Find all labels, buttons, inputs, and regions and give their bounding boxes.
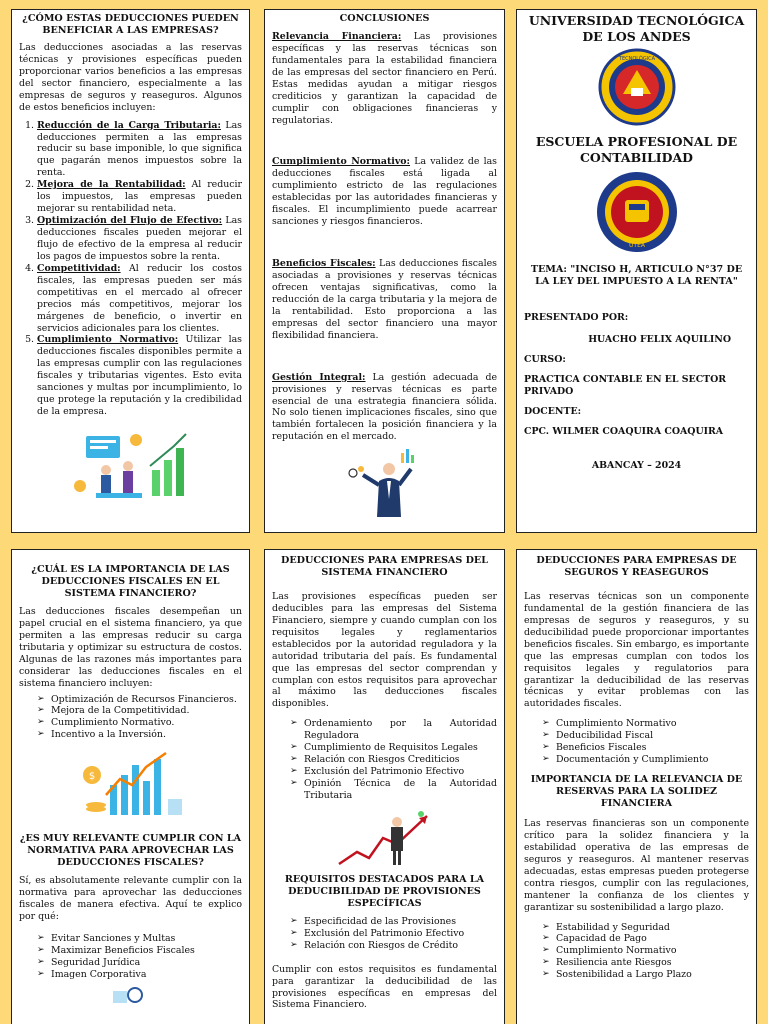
requirements-list — [272, 718, 497, 802]
list-item: 4. Competitividad: Al reducir los costos fiscales, las empresas pueden ser más competitivas en el mercado al ofrecer precios más competitivos, mejorar los márgenes de beneficio, o invertir en servicios adicionales para los clientes. — [37, 263, 242, 335]
section-text: Cumplir con estos requisitos es fundamental para garantizar la deducibilidad de las provisiones específicas en empresas del Sistema Financiero. — [272, 963, 497, 1011]
list-item: ➢ Cumplimiento Normativo — [542, 945, 749, 957]
compliance-list — [19, 933, 242, 981]
school-name: ESCUELA PROFESIONAL DE CONTABILIDAD — [535, 133, 738, 165]
businessman-illustration — [345, 447, 425, 519]
list-item: ➢ Estabilidad y Seguridad — [542, 922, 749, 934]
conclusion-cumplimiento: Cumplimiento Normativo: La validez de las deducciones fiscales está ligada al cumplimiento estricto de las regulaciones establecidas por las autoridades financieras y fiscales. El incumplimiento puede acarrear sanciones y riesgos financieros. — [272, 156, 497, 228]
teacher-label: DOCENTE: — [524, 405, 582, 417]
list-item: ➢ Sostenibilidad a Largo Plazo — [542, 969, 749, 981]
presented-label: PRESENTADO POR: — [524, 311, 629, 323]
section-title: DEDUCCIONES PARA EMPRESAS DEL SISTEMA FINANCIERO — [281, 555, 488, 578]
section-title: ¿CUÁL ES LA IMPORTANCIA DE LAS DEDUCCIONES FISCALES EN EL SISTEMA FINANCIERO? — [31, 564, 230, 599]
conclusion-gestion: Gestión Integral: La gestión adecuada de provisiones y reservas técnicas es parte esencial de una estrategia financiera sólida. No solo tienen implicaciones fiscales, sino que también fortalecen la posición financiera y la reputación en el mercado. — [272, 371, 498, 443]
list-item: ➢ Capacidad de Pago — [542, 933, 749, 945]
list-item: ➢ Especificidad de las Provisiones — [290, 916, 497, 928]
list-item: 5. Cumplimiento Normativo: Utilizar las deducciones fiscales disponibles permite a las empresas cumplir con las regulaciones fiscales y tributarias vigentes. Esto evita sanciones y multas por incumplimiento, lo que protege la reputación y la credibilidad de la empresa. — [37, 334, 242, 418]
list-item: ➢ Beneficios Fiscales — [542, 742, 749, 754]
panel-beneficios — [11, 9, 250, 533]
list-item: ➢ Resiliencia ante Riesgos — [542, 957, 749, 969]
panel-portada — [516, 9, 757, 533]
list-item: ➢ Relación con Riesgos Crediticios — [290, 754, 497, 766]
section-text: Las deducciones fiscales desempeñan un papel crucial en el sistema financiero, ya que permiten a las empresas reducir su carga tributaria y optimizar su estructura de costos. Algunas de las razones más importantes para considerar las deducciones fiscales en el sistema financiero incluyen: — [19, 605, 242, 689]
conclusion-beneficios: Beneficios Fiscales: Las deducciones fiscales asociadas a provisiones y reservas técnicas ofrecen ventajas significativas, como la reducción de la carga tributaria y la mejora de la rentabilidad. Esto proporciona a las empresas del sector financiero una mayor flexibilidad financiera. — [272, 258, 497, 341]
finance-chart-illustration — [76, 745, 186, 825]
section-text: Las reservas técnicas son un componente fundamental de la gestión financiera de las empresas de seguros y reaseguros, y su deducibilidad puede proporcionar importantes beneficios fiscales. Sin embargo, es importante que las empresas cumplan con todos los requisitos legales y regulatorios para garantizar la deducibilidad de las reservas técnicas y evitar problemas con las autoridades fiscales. — [524, 590, 749, 710]
teacher-name: CPC. WILMER COAQUIRA COAQUIRA — [524, 425, 724, 437]
section-title: DEDUCCIONES PARA EMPRESAS DE SEGUROS Y REASEGUROS — [536, 555, 737, 578]
place-date: ABANCAY – 2024 — [591, 459, 682, 471]
university-seal — [597, 48, 677, 126]
list-item: ➢ Ordenamiento por la Autoridad Reguladora — [290, 718, 497, 742]
panel-conclusiones — [264, 9, 505, 533]
list-item: ➢ Optimización de Recursos Financieros. — [37, 694, 242, 706]
list-item: ➢ Mejora de la Competitividad. — [37, 705, 242, 717]
panel-importancia — [11, 549, 250, 1024]
importance-list — [19, 694, 242, 742]
section-text: Sí, es absolutamente relevante cumplir con la normativa para aprovechar las deducciones fiscales de manera efectiva. Aquí te explico por qué: — [19, 875, 242, 923]
list-item: 3. Optimización del Flujo de Efectivo: Las deducciones fiscales pueden mejorar el flujo de efectivo de la empresa al reducir los pagos de impuestos sobre la renta. — [37, 215, 242, 263]
reserves-list — [524, 922, 749, 982]
svg-text:TECNOLÓGICA: TECNOLÓGICA — [618, 55, 655, 62]
list-item: ➢ Documentación y Cumplimiento — [542, 754, 749, 766]
panel-title: ¿CÓMO ESTAS DEDUCCIONES PUEDEN BENEFICIAR A LAS EMPRESAS? — [22, 13, 239, 36]
section-title: REQUISITOS DESTACADOS PARA LA DEDUCIBILIDAD DE PROVISIONES ESPECÍFICAS — [284, 873, 485, 909]
topic: TEMA: "INCISO H, ARTICULO N°37 DE LA LEY DEL IMPUESTO A LA RENTA" — [530, 264, 743, 287]
section-text: Las provisiones específicas pueden ser deducibles para las empresas del Sistema Financiero, siempre y cuando cumplan con los requisitos legales y reglamentarios establecidos por la autoridad reguladora y la autoridad tributaria del país. Es fundamental que las empresas del sector comprendan y cumplan con estos requisitos para aprovechar al máximo las deducciones fiscales disponibles. — [272, 590, 497, 710]
list-item: ➢ Maximizar Beneficios Fiscales — [37, 945, 242, 957]
section-text: Las reservas financieras son un componente crítico para la solidez financiera y la estabilidad operativa de las empresas de seguros y reaseguros. Al mantener reservas adecuadas, estas empresas pueden protegerse contra riesgos, cumplir con las regulaciones, mantener la confianza de los clientes y garantizar su sostenibilidad a largo plazo. — [524, 818, 749, 913]
list-item: ➢ Exclusión del Patrimonio Efectivo — [290, 928, 497, 940]
list-item: ➢ Relación con Riesgos de Crédito — [290, 940, 497, 952]
svg-text:UTEA: UTEA — [628, 242, 645, 249]
list-item: ➢ Seguridad Jurídica — [37, 957, 242, 969]
list-item: ➢ Cumplimiento Normativo. — [37, 717, 242, 729]
business-growth-illustration — [66, 426, 196, 504]
highlighted-requirements-list — [272, 916, 497, 952]
list-item: ➢ Opinión Técnica de la Autoridad Tributaria — [290, 778, 497, 802]
list-item: ➢ Evitar Sanciones y Multas — [37, 933, 242, 945]
list-item: 2. Mejora de la Rentabilidad: Al reducir los impuestos, las empresas pueden mejorar su rentabilidad neta. — [37, 179, 242, 215]
list-item: ➢ Exclusión del Patrimonio Efectivo — [290, 766, 497, 778]
course-name: PRACTICA CONTABLE EN EL SECTOR PRIVADO — [524, 373, 727, 397]
section-title: IMPORTANCIA DE LA RELEVANCIA DE RESERVAS PARA LA SOLIDEZ FINANCIERA — [530, 774, 743, 810]
panel-seguros — [516, 549, 757, 1024]
list-item: ➢ Cumplimiento Normativo — [542, 718, 749, 730]
panel-sistema-financiero — [264, 549, 505, 1024]
list-item: ➢ Incentivo a la Inversión. — [37, 729, 242, 741]
section-title: ¿ES MUY RELEVANTE CUMPLIR CON LA NORMATIVA PARA APROVECHAR LAS DEDUCCIONES FISCALES? — [19, 833, 242, 869]
university-name: UNIVERSIDAD TECNOLÓGICA DE LOS ANDES — [528, 13, 745, 45]
magnifier-illustration — [101, 983, 161, 1003]
list-item: ➢ Imagen Corporativa — [37, 969, 242, 981]
growth-chart-illustration — [335, 808, 435, 870]
list-item: 1. Reducción de la Carga Tributaria: Las deducciones permiten a las empresas reducir su base imponible, lo que significa que pagarán menos impuestos sobre la renta. — [37, 120, 242, 180]
panel-title: CONCLUSIONES — [339, 13, 430, 24]
course-label: CURSO: — [524, 353, 566, 365]
benefits-list — [19, 120, 242, 418]
list-item: ➢ Cumplimiento de Requisitos Legales — [290, 742, 497, 754]
list-item: ➢ Deducibilidad Fiscal — [542, 730, 749, 742]
intro-text: Las deducciones asociadas a las reservas técnicas y provisiones específicas pueden proporcionar varios beneficios a las empresas del sector financiero, especialmente a las empresas de seguros y reaseguros. Algunos de estos beneficios incluyen: — [19, 41, 242, 113]
insurance-list — [524, 718, 749, 766]
presenter-name: HUACHO FELIX AQUILINO — [588, 333, 731, 345]
school-seal — [595, 170, 679, 254]
svg-text:$: $ — [88, 771, 95, 783]
conclusion-relevancia: Relevancia Financiera: Las provisiones específicas y las reservas técnicas son fundamentales para la estabilidad financiera de las empresas del sector financiero en Perú. Estas medidas ayudan a mitigar riesgos crediticios y garantizan la capacidad de cumplir con obligaciones financieras y regulatorias. — [272, 30, 497, 126]
